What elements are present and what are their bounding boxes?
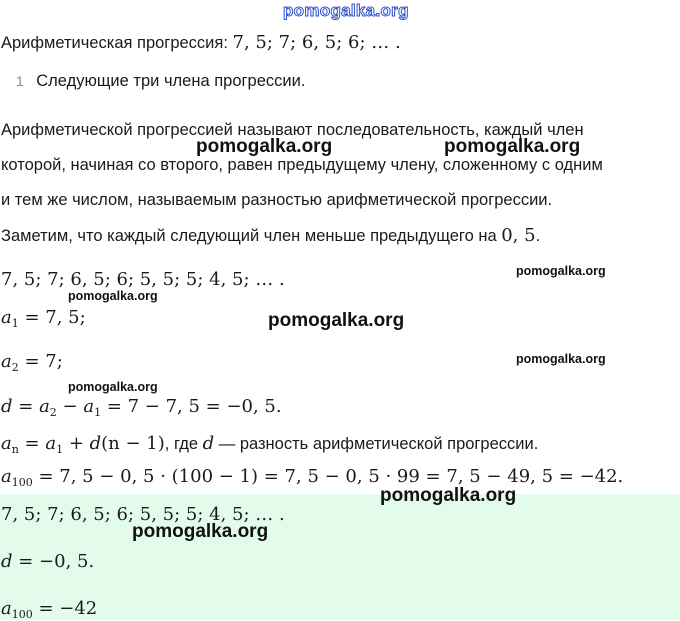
header-prefix: Арифметическая прогрессия: <box>1 34 233 52</box>
a-symbol: a <box>1 466 12 487</box>
site-logo[interactable]: pomogalka.org <box>283 1 409 20</box>
d-symbol: d <box>202 433 215 454</box>
solution-sequence: 7, 5; 7; 6, 5; 6; 5, 5; 5; 4, 5; … . <box>1 269 285 290</box>
watermark: pomogalka.org <box>268 310 405 331</box>
subscript: 100 <box>11 608 33 621</box>
general-text: , где <box>164 435 203 453</box>
general-formula-line <box>1 434 538 455</box>
equals-sign: = <box>12 396 40 417</box>
watermark: pomogalka.org <box>68 289 158 303</box>
watermark: pomogalka.org <box>516 352 606 366</box>
watermark: pomogalka.org <box>132 521 269 542</box>
a-symbol: a <box>1 433 12 454</box>
task-number: 1 <box>16 73 24 89</box>
subscript: 1 <box>94 406 102 419</box>
a1-line <box>1 308 86 328</box>
answer-d-value: = −0, 5. <box>12 551 95 572</box>
note-line <box>1 226 540 247</box>
d-value: = 7 − 7, 5 = −0, 5. <box>101 396 282 417</box>
paren-expr: (n − 1) <box>101 433 165 454</box>
a-symbol: a <box>45 433 57 454</box>
equals-sign: = <box>18 433 46 454</box>
answer-sequence: 7, 5; 7; 6, 5; 6; 5, 5; 5; 4, 5; … . <box>1 504 285 525</box>
d-symbol: d <box>1 551 13 572</box>
d-symbol: d <box>89 433 102 454</box>
a-symbol: a <box>39 396 50 417</box>
watermark: pomogalka.org <box>380 485 517 506</box>
note-value: 0, 5 <box>501 225 536 246</box>
task-text: Следующие три члена прогрессии. <box>36 72 306 90</box>
note-end: . <box>535 227 541 245</box>
a2-value: = 7; <box>18 351 63 372</box>
a-symbol: a <box>1 598 12 619</box>
answer-a100-line <box>1 599 97 619</box>
a100-calc-line <box>1 467 623 487</box>
note-text: Заметим, что каждый следующий член меньше предыдущего на <box>1 227 502 245</box>
d-symbol: d <box>1 396 13 417</box>
a2-line <box>1 352 63 372</box>
minus-sign: − <box>56 396 84 417</box>
explanation-line: и тем же числом, называемым разностью арифметической прогрессии. <box>1 191 553 209</box>
a1-subscript: 1 <box>11 317 19 330</box>
watermark: pomogalka.org <box>444 136 581 157</box>
subscript: 2 <box>49 406 57 419</box>
watermark: pomogalka.org <box>68 380 158 394</box>
subscript: n <box>11 443 19 456</box>
problem-header <box>1 33 401 54</box>
plus-sign: + <box>63 433 90 454</box>
watermark: pomogalka.org <box>516 264 606 278</box>
answer-d-line <box>1 552 94 572</box>
explanation-line: которой, начиная со второго, равен предыдущему члену, сложенному с одним <box>1 156 603 174</box>
a1-value: = 7, 5; <box>18 307 86 328</box>
subscript: 1 <box>56 443 64 456</box>
header-sequence: 7, 5; 7; 6, 5; 6; … . <box>232 32 401 53</box>
a1-symbol: a <box>1 307 12 328</box>
explanation-line: Арифметической прогрессией называют последовательность, каждый член <box>1 121 584 139</box>
a100-calc: = 7, 5 − 0, 5 · (100 − 1) = 7, 5 − 0, 5 · 99 = 7, 5 − 49, 5 = −42. <box>32 466 624 487</box>
a-symbol: a <box>83 396 95 417</box>
a2-subscript: 2 <box>11 361 19 374</box>
answer-a100-value: = −42 <box>32 598 98 619</box>
general-text-end: — разность арифметической прогрессии. <box>214 435 539 453</box>
task-item <box>16 71 305 92</box>
a2-symbol: a <box>1 351 12 372</box>
d-formula-line <box>1 397 282 417</box>
watermark: pomogalka.org <box>196 136 333 157</box>
subscript: 100 <box>11 476 33 489</box>
